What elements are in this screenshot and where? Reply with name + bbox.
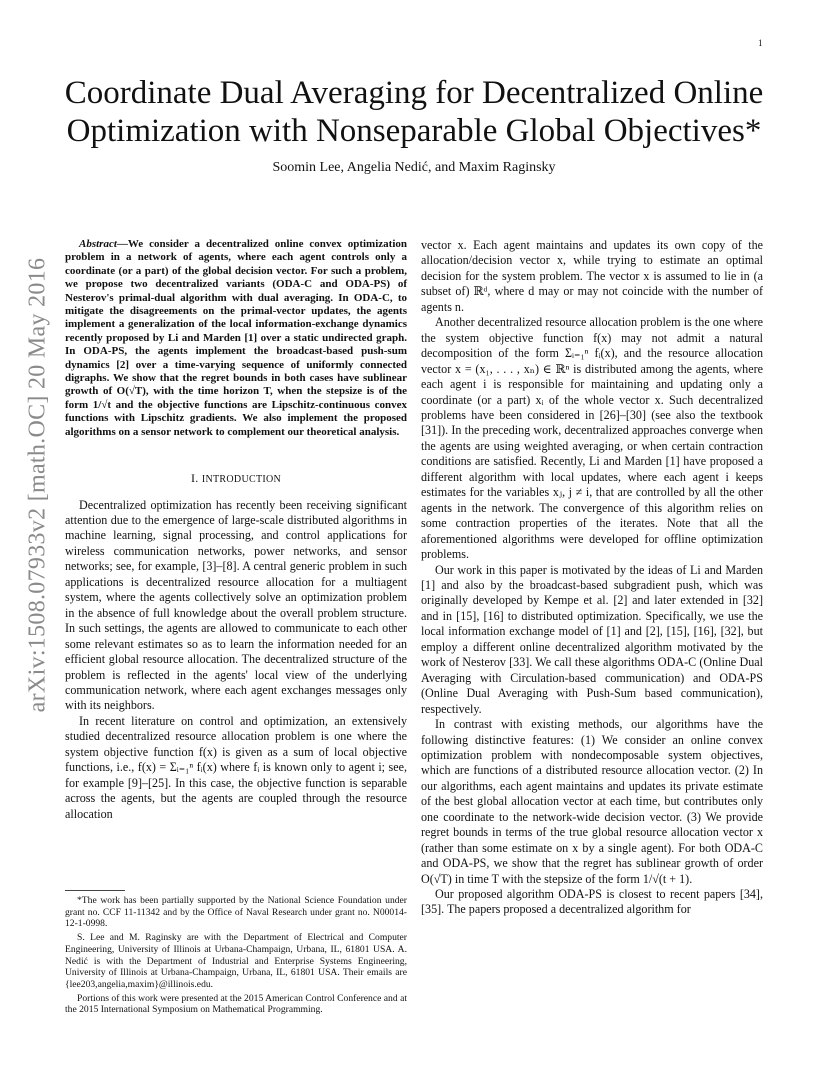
abstract [65,238,407,439]
arxiv-stamp-container [8,255,68,715]
right-paragraph-3: Our work in this paper is motivated by the ideas of Li and Marden [1] and also by the broadcast-based subgradient push, which was originally developed by Kempe et al. [2] and later extended in [32] and in [15], [16] to distributed optimization. Specifically, we use the local information exchange model of [1] and [2], [15], [16], [32], but employ a different online decentralized algorithm motivated by the work of Nesterov [33]. We call these algorithms ODA-C (Online Dual Averaging with Circulation-based communication) and ODA-PS (Online Dual Averaging with Push-Sum based communication), respectively. [421,562,763,716]
footnote-affiliations: S. Lee and M. Raginsky are with the Department of Electrical and Computer Engineering, University of Illinois at Urbana-Champaign, Urbana, IL, 61801 USA. A. Nedić is with the Department of Industrial and Enterprise Systems Engineering, University of Illinois at Urbana-Champaign, Urbana, IL, 61801 USA. Their emails are {lee203,angelia,maxim}@illinois.edu. [65,932,407,990]
right-column [421,238,763,918]
right-paragraph-5: Our proposed algorithm ODA-PS is closest to recent papers [34], [35]. The papers proposed a decentralized algorithm for [421,887,763,917]
abstract-label: Abstract [79,238,117,250]
page-number: 1 [758,38,763,48]
left-column [65,238,407,822]
arxiv-stamp: arXiv:1508.07933v2 [math.OC] 20 May 2016 [24,257,51,713]
footnotes [65,890,407,1018]
authors: Soomin Lee, Angelia Nedić, and Maxim Raginsky [272,160,556,175]
intro-paragraph-1: Decentralized optimization has recently been receiving significant attention due to the emergence of large-scale distributed algorithms in machine learning, signal processing, and control applications for wireless communication networks, power networks, and sensor networks; see, for example, [3]–[8]. A central generic problem in such applications is decentralized resource allocation for a multiagent system, where the agents collectively solve an optimization problem in the absence of full knowledge about the overall problem structure. In such settings, the agents are allowed to communicate to each other some relevant estimates so as to learn the information needed for an efficient global resource allocation. The decentralized structure of the problem is reflected in the agents' local view of the underlying communication network, where each agent exchanges messages only with its neighbors. [65,497,407,713]
section-title: INTRODUCTION [201,474,282,486]
title-line-2: Optimization with Nonseparable Global Objectives* [66,113,762,149]
right-paragraph-4: In contrast with existing methods, our algorithms have the following distinctive features: (1) We consider an online convex optimization problem with nondecomposable system objectives, which are functions of a distributed resource allocation vector. (2) In our algorithms, each agent maintains and updates its private estimate of the best global allocation vector at each time, but contributes only one coordinate to the network-wide decision vector. (3) We provide regret bounds in terms of the true global resource allocation vector x (rather than some estimate on x by a single agent). For both ODA-C and ODA-PS, we show that the regret has sublinear growth of order O(√T) in time T with the stepsize of the form 1/√(t + 1). [421,717,763,886]
title-line-1: Coordinate Dual Averaging for Decentralized Online [64,75,764,111]
paper-title [40,74,788,150]
footnote-portions: Portions of this work were presented at the 2015 American Control Conference and at the 2015 International Symposium on Mathematical Programming. [65,992,407,1016]
abstract-text: —We consider a decentralized online convex optimization problem in a network of agents, where each agent controls only a coordinate (or a part) of the global decision vector. For such a problem, we propose two decentralized variants (ODA-C and ODA-PS) of Nesterov's primal-dual algorithm with dual averaging. In ODA-C, to mitigate the disagreements on the primal-vector updates, the agents implement a generalization of the local information-exchange dynamics recently proposed by Li and Marden [1] over a static undirected graph. In ODA-PS, the agents implement the broadcast-based push-sum dynamics [2] over a time-varying sequence of uniformly connected digraphs. We show that the regret bounds in both cases have sublinear growth of O(√T), with the time horizon T, when the stepsize is of the form 1/√t and the objective functions are Lipschitz-continuous convex functions with Lipschitz gradients. We also implement the proposed algorithms on a sensor network to complement our theoretical analysis. [65,238,407,438]
intro-paragraph-2: In recent literature on control and optimization, an extensively studied decentralized resource allocation problem is one where the system objective function f(x) is given as a sum of local objective functions, i.e., f(x) = Σᵢ₌₁ⁿ fᵢ(x) where fᵢ is known only to agent i; see, for example [9]–[25]. In this case, the objective function is separable across the agents, but the agents are coupled through the resource allocation [65,713,407,821]
footnote-rule [65,890,125,891]
section-heading [65,471,407,487]
right-paragraph-1: vector x. Each agent maintains and updates its own copy of the allocation/decision vector x, while trying to estimate an optimal decision for the system problem. The vector x is assumed to lie in (a subset of) ℝᵈ, where d may or may not coincide with the number of agents n. [421,238,763,314]
section-number: I. [190,471,202,486]
right-paragraph-2: Another decentralized resource allocation problem is the one where the system objective function f(x) may not admit a natural decomposition of the form Σᵢ₌₁ⁿ fᵢ(x), and the resource allocation vector x = (x₁, . . . , xₙ) ∈ ℝⁿ is distributed among the agents, where each agent i is responsible for maintaining and updating only a coordinate (or a part) xᵢ of the whole vector x. Such decentralized problems have been considered in [26]–[30] (see also the textbook [31]). In the preceding work, decentralized approaches converge when the agents are using weighted averaging, or when certain contraction conditions are satisfied. Recently, Li and Marden [1] have proposed a different algorithm with local updates, where each agent i keeps estimates for the variables xⱼ, j ≠ i, that are controlled by all the other agents in the network. The convergence of this algorithm relies on some contraction properties of the iterates. Note that all the aforementioned algorithms were developed for offline optimization problems. [421,315,763,562]
footnote-funding: *The work has been partially supported by the National Science Foundation under grant no. CCF 11-11342 and by the Office of Naval Research under grant no. N00014-12-1-0998. [65,895,407,930]
